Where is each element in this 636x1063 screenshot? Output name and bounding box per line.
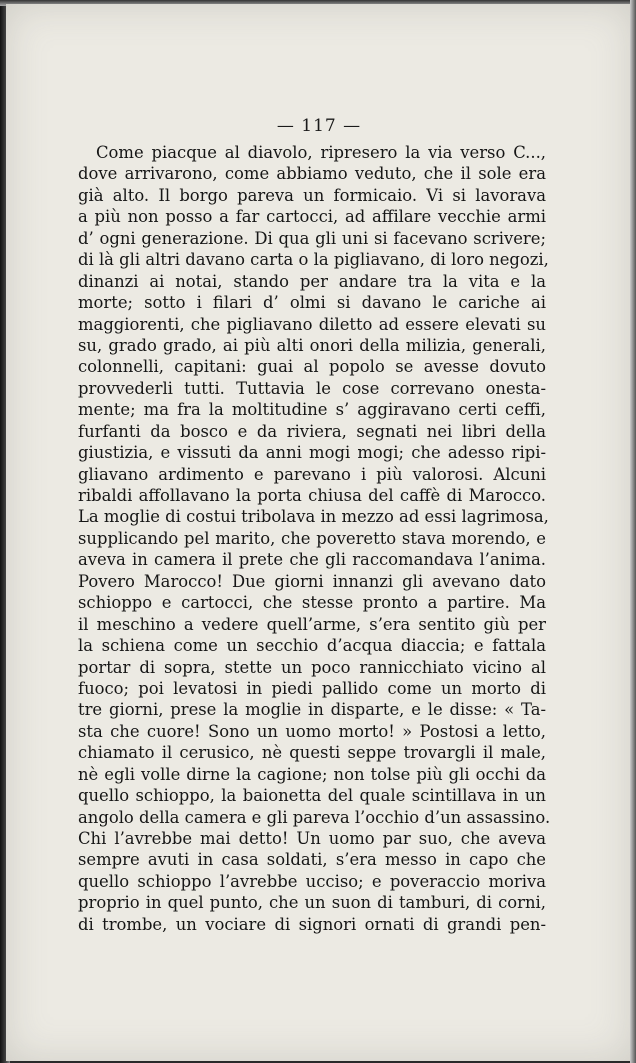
text-line: Come piacque al diavolo, ripresero la via verso C..., bbox=[96, 143, 546, 162]
text-line: nè egli volle dirne la cagione; non tolse più gli occhi da bbox=[78, 764, 546, 784]
body-text bbox=[78, 142, 551, 935]
text-line: provvederli tutti. Tuttavia le cose correvano onesta- bbox=[78, 378, 546, 398]
text-line: di là gli altri davano carta o la pigliavano, di loro negozi, bbox=[78, 250, 549, 270]
text-line: ribaldi affollavano la porta chiusa del caffè di Marocco. bbox=[78, 486, 546, 505]
text-line: già alto. Il borgo pareva un formicaio. Vi si lavorava bbox=[78, 185, 546, 205]
text-line: furfanti da bosco e da riviera, segnati nei libri della bbox=[78, 421, 546, 441]
text-line: quello schioppo, la baionetta del quale scintillava in un bbox=[78, 786, 546, 806]
text-line: a più non posso a far cartocci, ad affilare vecchie armi bbox=[78, 207, 546, 227]
text-line: aveva in camera il prete che gli raccomandava l’anima. bbox=[78, 550, 546, 570]
text-line: su, grado grado, ai più alti onori della milizia, generali, bbox=[78, 335, 546, 355]
text-line: di trombe, un vociare di signori ornati di grandi pen- bbox=[78, 914, 546, 934]
text-line: chiamato il cerusico, nè questi seppe trovargli il male, bbox=[78, 743, 546, 763]
text-line: quello schioppo l’avrebbe ucciso; e poveraccio moriva bbox=[78, 871, 546, 891]
text-line: La moglie di costui tribolava in mezzo ad essi lagrimosa, bbox=[78, 507, 549, 527]
text-line: tre giorni, prese la moglie in disparte, e le disse: « Ta- bbox=[78, 700, 546, 720]
text-line: proprio in quel punto, che un suon di tamburi, di corni, bbox=[78, 893, 546, 913]
text-line: giustizia, e vissuti da anni mogi mogi; che adesso ripi- bbox=[78, 443, 546, 463]
text-line: schioppo e cartocci, che stesse pronto a partire. Ma bbox=[78, 593, 546, 613]
page-right-edge bbox=[630, 0, 636, 1063]
text-line: fuoco; poi levatosi in piedi pallido come un morto di bbox=[78, 678, 546, 698]
text-line: gliavano ardimento e parevano i più valorosi. Alcuni bbox=[78, 464, 546, 484]
page-number: — 117 — bbox=[276, 116, 362, 136]
text-line: colonnelli, capitani: guai al popolo se avesse dovuto bbox=[78, 357, 546, 377]
scanned-page bbox=[6, 4, 632, 1061]
text-line: d’ ogni generazione. Di qua gli uni si facevano scrivere; bbox=[78, 228, 546, 248]
text-line: sempre avuti in casa soldati, s’era messo in capo che bbox=[78, 850, 546, 870]
text-line: dinanzi ai notai, stando per andare tra la vita e la bbox=[78, 271, 546, 291]
text-line: Chi l’avrebbe mai detto! Un uomo par suo, che aveva bbox=[78, 829, 546, 848]
text-line: morte; sotto i filari d’ olmi si davano le cariche ai bbox=[78, 293, 546, 313]
text-line: portar di sopra, stette un poco rannicchiato vicino al bbox=[78, 657, 546, 677]
text-line: supplicando pel marito, che poveretto stava morendo, e bbox=[78, 528, 546, 548]
text-line: la schiena come un secchio d’acqua diaccia; e fattala bbox=[78, 636, 546, 656]
text-line: Povero Marocco! Due giorni innanzi gli avevano dato bbox=[78, 571, 546, 591]
text-line: mente; ma fra la moltitudine s’ aggiravano certi ceffi, bbox=[78, 400, 546, 420]
text-line: dove arrivarono, come abbiamo veduto, che il sole era bbox=[78, 164, 546, 184]
text-line: il meschino a vedere quell’arme, s’era sentito giù per bbox=[78, 614, 546, 634]
text-line: maggiorenti, che pigliavano diletto ad essere elevati su bbox=[78, 314, 546, 334]
text-line: sta che cuore! Sono un uomo morto! » Postosi a letto, bbox=[78, 721, 546, 741]
text-line: angolo della camera e gli pareva l’occhio d’un assassino. bbox=[78, 807, 551, 827]
